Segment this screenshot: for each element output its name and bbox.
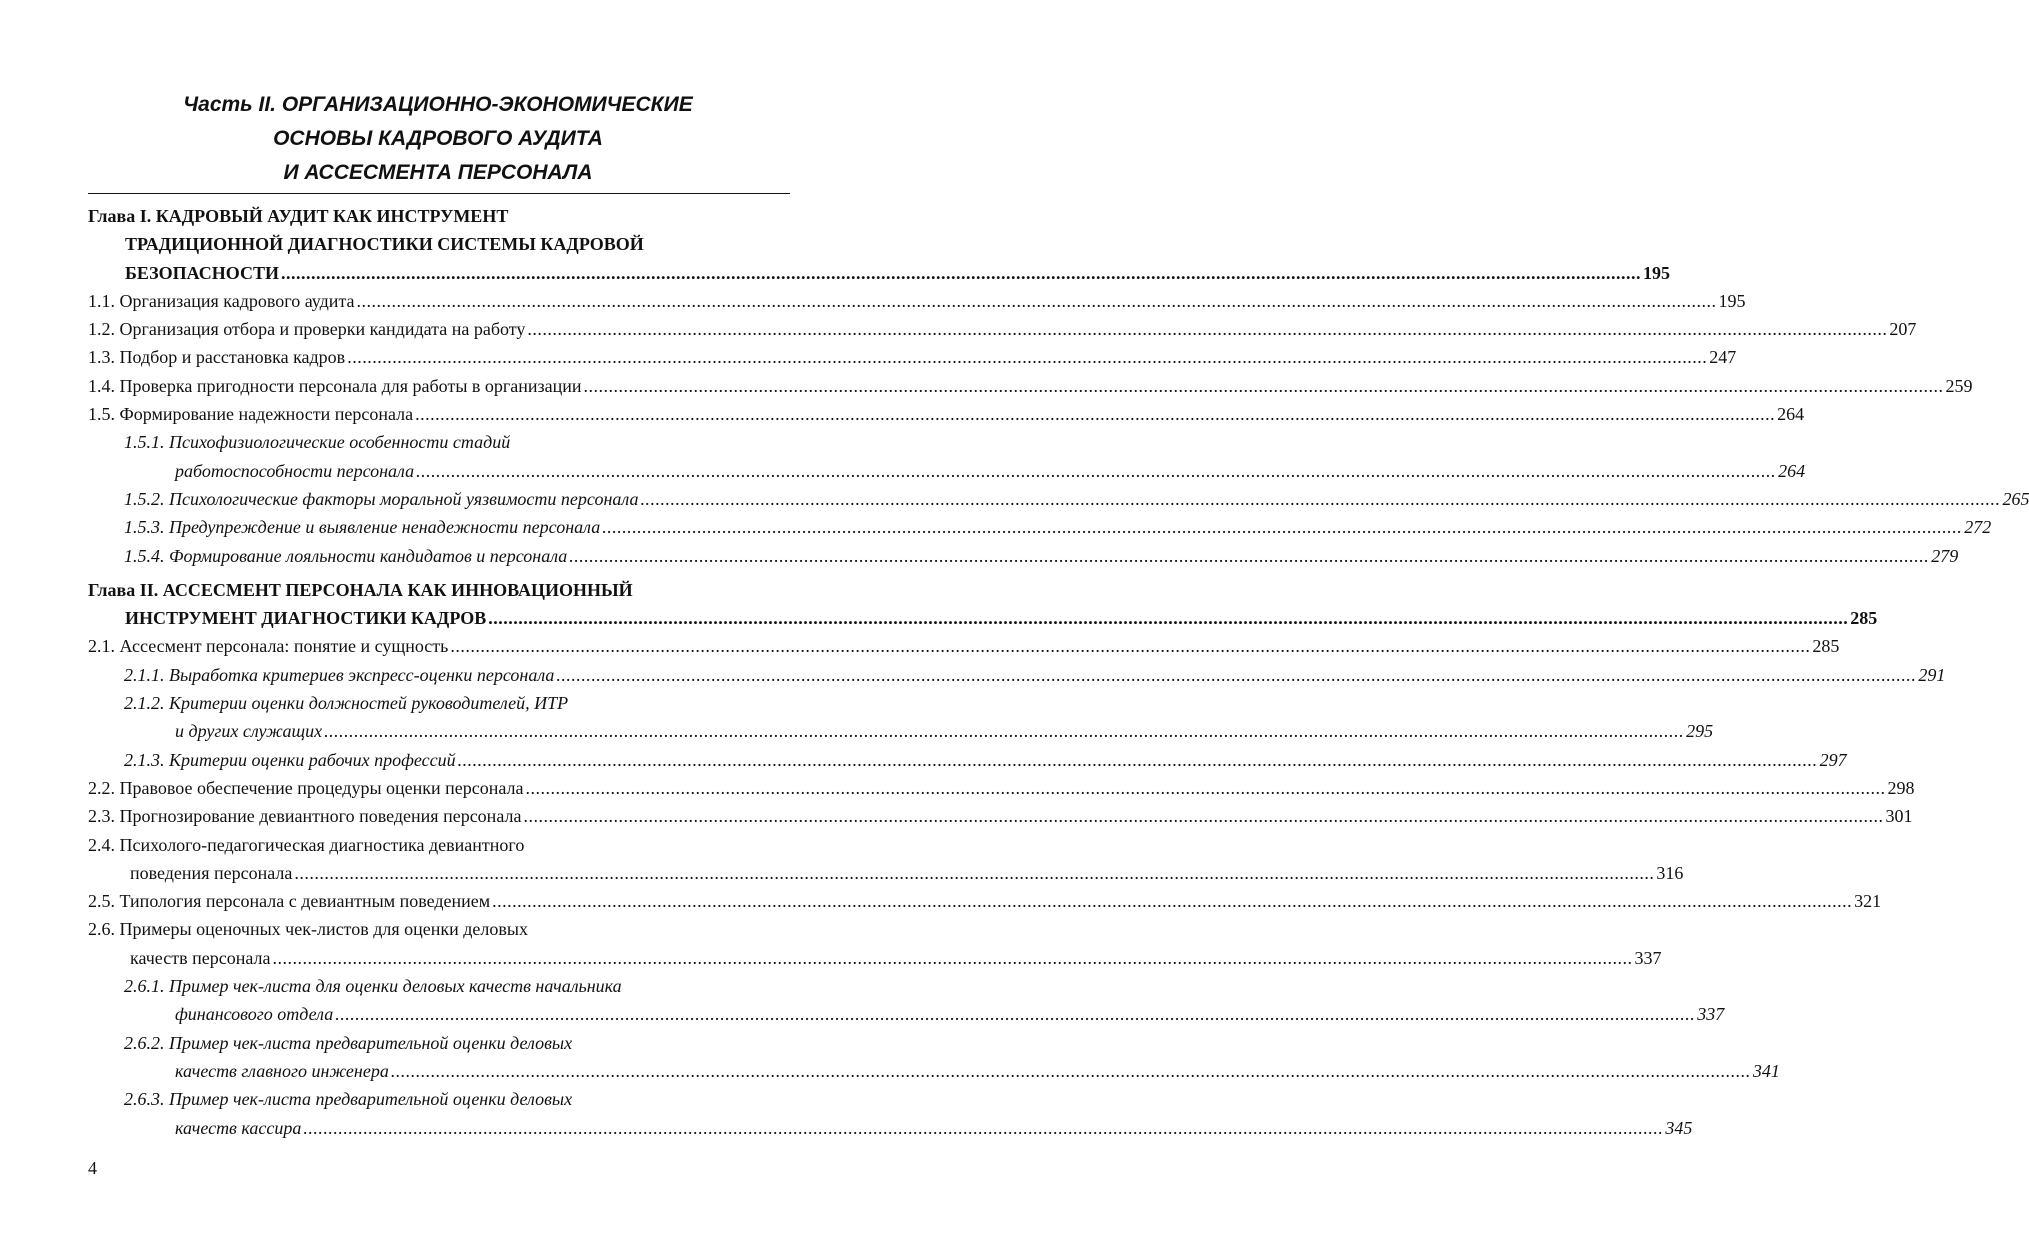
toc-chapter-heading [88, 202, 786, 230]
toc-page-number: 341 [1752, 1060, 1780, 1081]
toc-page-number: 264 [1777, 404, 1805, 425]
leader-dots [415, 400, 1775, 428]
part-title-line: И АССЕСМЕНТА ПЕРСОНАЛА [283, 161, 593, 184]
leader-dots [602, 513, 1962, 541]
toc-entry-text: Глава I. КАДРОВЫЙ АУДИТ КАК ИНСТРУМЕНТ [88, 206, 509, 226]
toc-page-number: 279 [1931, 545, 1959, 566]
toc-entry-text: 2.6. Примеры оценочных чек-листов для оценки деловых [88, 919, 528, 940]
toc-subsection-entry[interactable] [88, 485, 2029, 513]
toc-section-entry[interactable] [88, 400, 1805, 428]
toc-page-number: 297 [1819, 749, 1847, 770]
toc-entry-text: 1.4. Проверка пригодности персонала для работы в организации [88, 375, 582, 396]
leader-dots [281, 259, 1641, 287]
toc-entry-text: 2.1.3. Критерии оценки рабочих профессий [124, 749, 456, 770]
toc-page-number: 316 [1656, 862, 1684, 883]
toc-entry-text: качеств персонала [130, 947, 271, 968]
toc-section-entry[interactable] [88, 315, 1917, 343]
leader-dots [357, 287, 1717, 315]
toc-page-number: 272 [1964, 517, 1992, 538]
toc-entry-text: 1.5.1. Психофизиологические особенности стадий [124, 432, 511, 453]
toc-entry-text: качеств главного инженера [175, 1060, 389, 1081]
toc-page-number: 321 [1854, 891, 1882, 912]
toc-chapter-heading [88, 576, 786, 604]
leader-dots [324, 717, 1684, 745]
page-number: 4 [88, 1158, 97, 1178]
toc-subsection-entry[interactable] [88, 513, 1992, 541]
toc-entry-text: 1.5.4. Формирование лояльности кандидатов и персонала [124, 545, 568, 566]
toc-chapter-heading [88, 230, 786, 258]
leader-dots [492, 887, 1852, 915]
toc-entry-text: Глава II. АССЕСМЕНТ ПЕРСОНАЛА КАК ИННОВАЦИОННЫЙ [88, 579, 633, 600]
toc-subsection-heading [88, 972, 786, 1000]
part-title [88, 88, 788, 190]
leader-dots [294, 859, 1654, 887]
leader-dots [347, 343, 1707, 371]
part-title-line: ОСНОВЫ КАДРОВОГО АУДИТА [273, 127, 603, 150]
toc-chapter-entry[interactable] [88, 259, 1670, 287]
leader-dots [526, 774, 1886, 802]
toc-subsection-entry[interactable] [88, 1114, 1693, 1142]
toc-entry-text: 1.5.3. Предупреждение и выявление ненадежности персонала [124, 517, 601, 538]
leader-dots [584, 372, 1944, 400]
toc-entry-text: 2.1.1. Выработка критериев экспресс-оценки персонала [124, 664, 555, 685]
toc-entry-text: 2.6.2. Пример чек-листа предварительной оценки деловых [124, 1032, 573, 1053]
leader-dots [272, 944, 1632, 972]
toc-page-number: 295 [1686, 721, 1714, 742]
leader-dots [416, 457, 1776, 485]
leader-dots [335, 1000, 1695, 1028]
toc-page-number: 264 [1778, 460, 1806, 481]
leader-dots [569, 542, 1929, 570]
toc-entry-text: работоспособности персонала [175, 460, 415, 481]
toc-page-number: 337 [1634, 947, 1662, 968]
toc-section-entry[interactable] [88, 944, 1662, 972]
toc-entry-text: ТРАДИЦИОННОЙ ДИАГНОСТИКИ СИСТЕМЫ КАДРОВОЙ [125, 234, 644, 255]
toc-page-number: 285 [1812, 636, 1840, 657]
leader-dots [391, 1057, 1751, 1085]
toc-subsection-entry[interactable] [88, 1000, 1725, 1028]
toc-page-number: 265 [2002, 488, 2029, 509]
toc-page-number: 291 [1918, 664, 1946, 685]
toc-page-number: 345 [1665, 1117, 1693, 1138]
toc-entry-text: и других служащих [175, 721, 323, 742]
toc-subsection-entry[interactable] [88, 717, 1714, 745]
toc-entry-text: БЕЗОПАСНОСТИ [125, 262, 279, 283]
toc-entry-text: 2.1. Ассесмент персонала: понятие и сущность [88, 636, 449, 657]
toc-entry-text: 1.5.2. Психологические факторы моральной уязвимости персонала [124, 488, 639, 509]
toc-entry-text: 2.3. Прогнозирование девиантного поведения персонала [88, 806, 522, 827]
toc-page-number: 195 [1718, 290, 1746, 311]
table-of-contents [88, 202, 2029, 1142]
part-title-line: Часть II. ОРГАНИЗАЦИОННО-ЭКОНОМИЧЕСКИЕ [183, 93, 693, 116]
toc-section-entry[interactable] [88, 802, 1913, 830]
toc-entry-text: 1.5. Формирование надежности персонала [88, 404, 414, 425]
toc-section-entry[interactable] [88, 372, 1973, 400]
toc-subsection-entry[interactable] [88, 746, 1847, 774]
toc-entry-text: 2.4. Психолого-педагогическая диагностика девиантного [88, 834, 525, 855]
toc-section-entry[interactable] [88, 287, 1746, 315]
toc-page-number: 247 [1709, 347, 1737, 368]
leader-dots [556, 661, 1916, 689]
toc-entry-text: 2.1.2. Критерии оценки должностей руководителей, ИТР [124, 693, 569, 714]
leader-dots [640, 485, 2000, 513]
toc-chapter-entry[interactable] [88, 604, 1878, 632]
toc-subsection-heading [88, 1085, 786, 1113]
leader-dots [523, 802, 1883, 830]
toc-entry-text: поведения персонала [130, 862, 293, 883]
toc-entry-text: 2.2. Правовое обеспечение процедуры оценки персонала [88, 777, 524, 798]
toc-entry-text: 1.3. Подбор и расстановка кадров [88, 347, 346, 368]
leader-dots [527, 315, 1887, 343]
toc-subsection-heading [88, 689, 786, 717]
toc-subsection-entry[interactable] [88, 542, 1959, 570]
toc-entry-text: 2.6.3. Пример чек-листа предварительной оценки деловых [124, 1089, 573, 1110]
toc-entry-text: 2.6.1. Пример чек-листа для оценки деловых качеств начальника [124, 976, 622, 997]
leader-dots [458, 746, 1818, 774]
title-divider [88, 193, 790, 194]
toc-section-entry[interactable] [88, 632, 1840, 660]
toc-section-heading [88, 915, 786, 943]
toc-entry-text: 1.2. Организация отбора и проверки кандидата на работу [88, 319, 526, 340]
toc-page-number: 195 [1642, 262, 1670, 283]
toc-page-number: 298 [1887, 777, 1915, 798]
toc-entry-text: качеств кассира [175, 1117, 302, 1138]
leader-dots [303, 1114, 1663, 1142]
toc-subsection-entry[interactable] [88, 661, 1946, 689]
toc-page-number: 207 [1889, 319, 1917, 340]
toc-subsection-entry[interactable] [88, 1057, 1780, 1085]
toc-entry-text: 1.1. Организация кадрового аудита [88, 290, 355, 311]
toc-entry-text: ИНСТРУМЕНТ ДИАГНОСТИКИ КАДРОВ [125, 608, 487, 629]
leader-dots [450, 632, 1810, 660]
toc-section-heading [88, 831, 786, 859]
toc-section-entry[interactable] [88, 774, 1915, 802]
toc-page-number: 301 [1885, 806, 1913, 827]
toc-page-number: 337 [1697, 1004, 1725, 1025]
toc-section-entry[interactable] [88, 887, 1882, 915]
toc-subsection-heading [88, 1029, 786, 1057]
toc-subsection-heading [88, 428, 786, 456]
toc-entry-text: 2.5. Типология персонала с девиантным поведением [88, 891, 491, 912]
toc-section-entry[interactable] [88, 343, 1737, 371]
leader-dots [488, 604, 1848, 632]
toc-page-number: 259 [1945, 375, 1973, 396]
toc-entry-text: финансового отдела [175, 1004, 334, 1025]
toc-section-entry[interactable] [88, 859, 1684, 887]
toc-page-number: 285 [1850, 608, 1878, 629]
toc-subsection-entry[interactable] [88, 457, 1806, 485]
